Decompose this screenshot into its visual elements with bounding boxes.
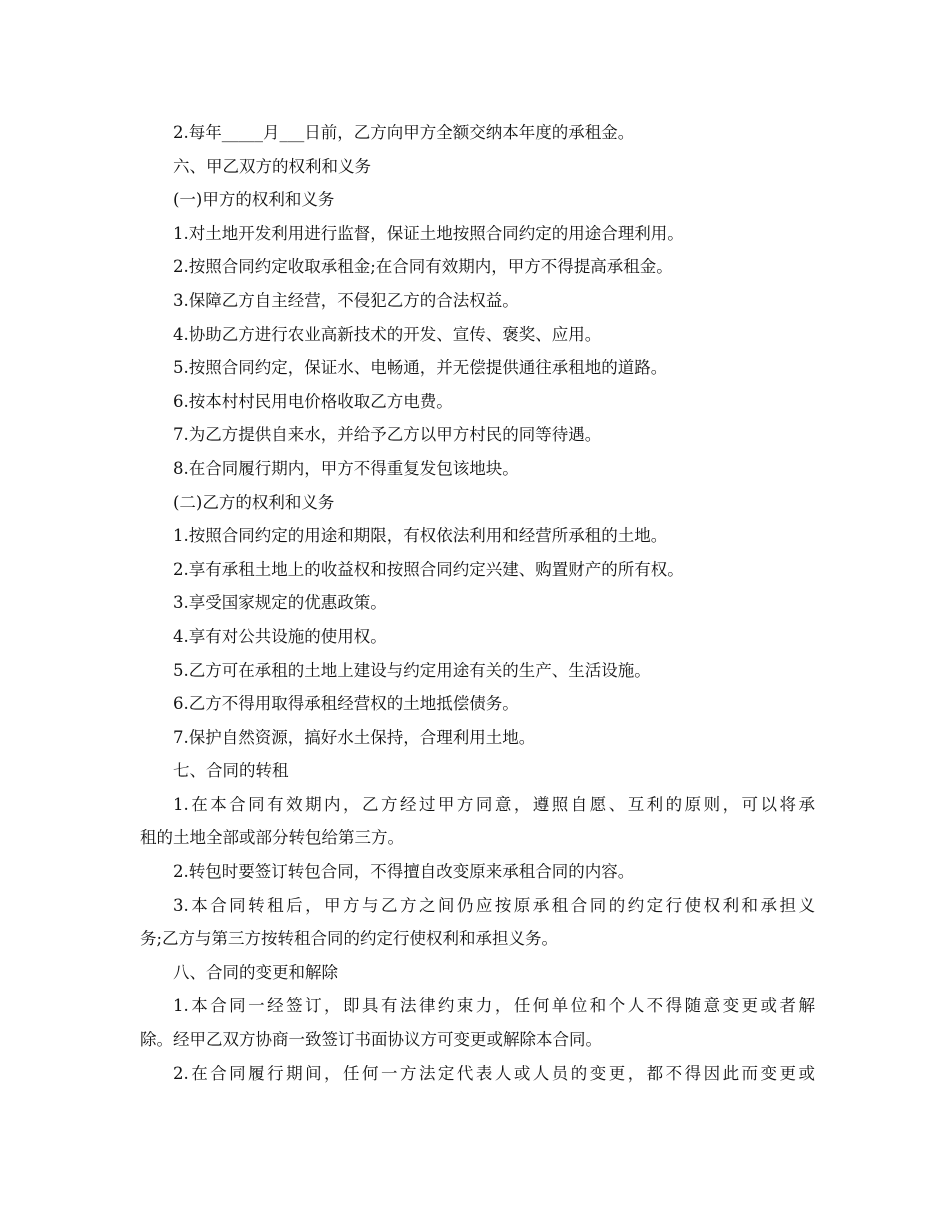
text-line: 七、合同的转租 [173,761,289,781]
text-line: 1.本合同一经签订，即具有法律约束力，任何单位和个人不得随意变更或者解 [173,996,815,1016]
text-line: 4.协助乙方进行农业高新技术的开发、宣传、褒奖、应用。 [173,324,602,344]
text-line: (二)乙方的权利和义务 [173,492,335,512]
text-line: 6.按本村村民用电价格收取乙方电费。 [173,391,453,411]
text-line: 3.本合同转租后，甲方与乙方之间仍应按原承租合同的约定行使权利和承担义 [173,895,815,915]
text-line: 5.乙方可在承租的土地上建设与约定用途有关的生产、生活设施。 [173,660,651,680]
text-line: 8.在合同履行期内，甲方不得重复发包该地块。 [173,458,519,478]
text-line: 2.转包时要签订转包合同，不得擅自改变原来承租合同的内容。 [173,862,635,882]
text-line: 六、甲乙双方的权利和义务 [173,156,371,176]
text-line: 6.乙方不得用取得承租经营权的土地抵偿债务。 [173,694,519,714]
text-line: 7.为乙方提供自来水，并给予乙方以甲方村民的同等待遇。 [173,425,602,445]
text-line: 务;乙方与第三方按转租合同的约定行使权利和承担义务。 [140,929,559,949]
text-line: 1.按照合同约定的用途和期限，有权依法利用和经营所承租的土地。 [173,526,668,546]
text-line: 2.享有承租土地上的收益权和按照合同约定兴建、购置财产的所有权。 [173,559,684,579]
text-line: 5.按照合同约定，保证水、电畅通，并无偿提供通往承租地的道路。 [173,358,668,378]
text-line: 3.享受国家规定的优惠政策。 [173,593,387,613]
text-line: 租的土地全部或部分转包给第三方。 [140,828,404,848]
text-line: 八、合同的变更和解除 [173,962,338,982]
document-body [140,116,815,1090]
text-line: 7.保护自然资源，搞好水土保持，合理利用土地。 [173,727,536,747]
text-line: 2.按照合同约定收取承租金;在合同有效期内，甲方不得提高承租金。 [173,257,673,277]
text-line: 1.在本合同有效期内，乙方经过甲方同意，遵照自愿、互利的原则，可以将承 [173,794,815,814]
text-line: 除。经甲乙双方协商一致签订书面协议方可变更或解除本合同。 [140,1030,602,1050]
text-line: 2.每年_____月___日前，乙方向甲方全额交纳本年度的承租金。 [173,123,635,142]
text-line: 4.享有对公共设施的使用权。 [173,626,387,646]
text-line: (一)甲方的权利和义务 [173,190,335,210]
text-line: 3.保障乙方自主经营，不侵犯乙方的合法权益。 [173,290,519,310]
text-line: 2.在合同履行期间，任何一方法定代表人或人员的变更，都不得因此而变更或 [173,1063,815,1083]
text-line: 1.对土地开发利用进行监督，保证土地按照合同约定的用途合理利用。 [173,223,684,243]
